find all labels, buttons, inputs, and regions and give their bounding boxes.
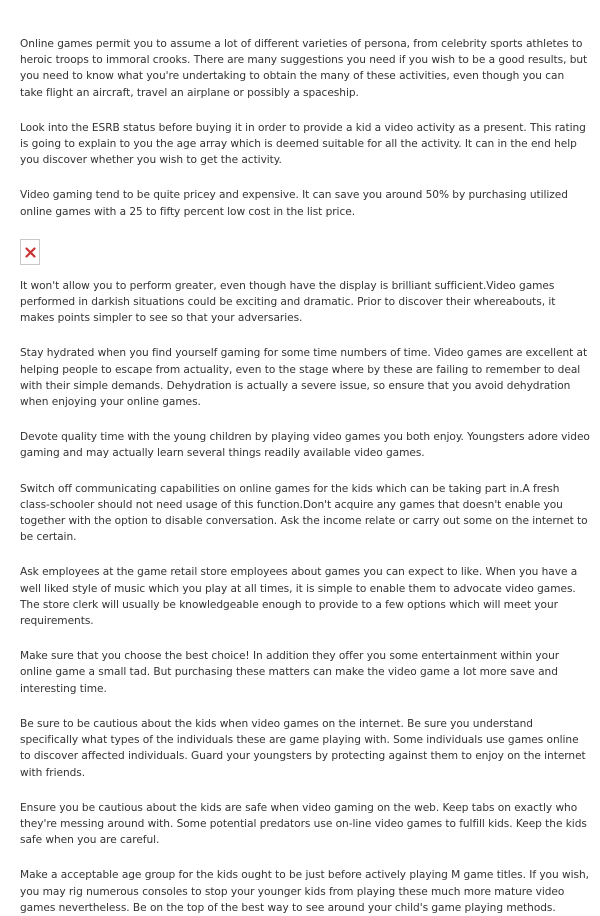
paragraph-5: Stay hydrated when you find yourself gaming for some time numbers of time. Video games are excellent at helping people to escape from actuality, even to the stage where by these are failing to remember to deal with their simple demands. Dehydration is actually a severe issue, so ensure that you avoid dehydration when enjoying your online games. [20,347,588,409]
paragraph-11: Ensure you be cautious about the kids are safe when video gaming on the web. Keep tabs on exactly who they're messing around with. Some potential predators use on-line video games to fulfill kids. Keep the kids safe when you are careful. [20,801,587,847]
paragraph-3: Video gaming tend to be quite pricey and expensive. It can save you around 50% by purchasing utilized online games with a 25 to fifty percent low cost in the list price. [20,189,568,218]
broken-image-placeholder [20,239,40,265]
paragraph-12: Make a acceptable age group for the kids ought to be just before actively playing M game titles. If you wish, you may rig numerous consoles to stop your younger kids from playing these much more mature video games nevertheless. Be on the top of the best way to see around your child's game playing methods. [20,869,589,914]
broken-image-icon [25,247,36,258]
paragraph-9: Make sure that you choose the best choice! In addition they offer you some entertainment within your online game a small tad. But purchasing these matters can make the video game a lot more save and interesting time. [20,650,560,695]
paragraph-10: Be sure to be cautious about the kids when video games on the internet. Be sure you understand specifically what types of the individuals these are game playing with. Some individuals use games online to discover affected individuals. Guard your youngsters by protecting against them to enjoy on the internet with friends. [20,717,586,779]
paragraph-2: Look into the ESRB status before buying it in order to provide a kid a video activity as a present. This rating is going to explain to you the age array which is deemed suitable for all the activity. It can in the end help you discover whether you wish to get the activity. [20,121,586,167]
paragraph-7: Switch off communicating capabilities on online games for the kids which can be taking part in.A fresh class-schooler should not need usage of this function.Don't acquire any games that doesn't enable you together with the option to disable conversation. Ask the income relate or carry out some on the internet to be certain. [20,482,588,544]
paragraph-6: Devote quality time with the young children by playing video games you both enjoy. Youngsters adore video gaming and may actually learn several things readily available video games. [20,431,590,460]
paragraph-8: Ask employees at the game retail store employees about games you can expect to like. When you have a well liked style of music which you play at all times, it is simple to enable them to advocate video games. The store clerk will usually be knowledgeable enough to provide to a few options which will meet your requirements. [20,566,578,628]
paragraph-1: Online games permit you to assume a lot of different varieties of persona, from celebrity sports athletes to heroic troops to immoral crooks. There are many suggestions you need if you wish to be a good results, but you need to know what you're undertaking to obtain the many of these activities, even though you can take flight an aircraft, travel an airplane or possibly a spaceship. [20,38,588,99]
paragraph-4: It won't allow you to perform greater, even though have the display is brilliant sufficient.Video games performed in darkish situations could be exciting and dramatic. Prior to discover their whereabouts, it makes points simpler to see so that your adversaries. [20,279,556,325]
